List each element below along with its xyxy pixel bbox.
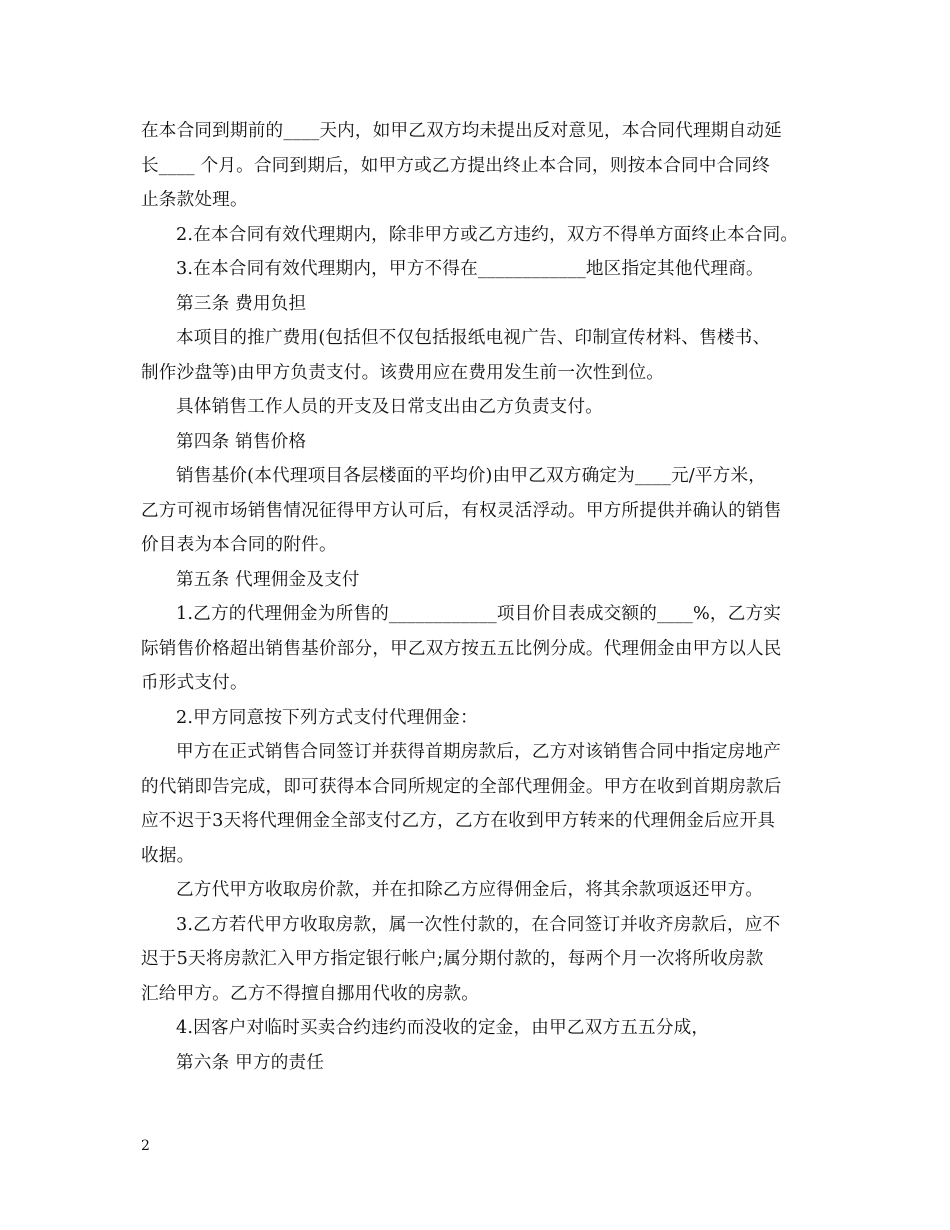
text-line: 的代销即告完成，即可获得本合同所规定的全部代理佣金。甲方在收到首期房款后: [141, 776, 782, 797]
text-line: 止条款处理。: [141, 190, 248, 210]
text-line: 在本合同到期前的____天内，如甲乙双方均未提出反对意见，本合同代理期自动延: [141, 121, 782, 141]
text-line: 乙方可视市场销售情况征得甲方认可后，有权灵活浮动。甲方所提供并确认的销售: [141, 500, 782, 521]
text-line: 价目表为本合同的附件。: [141, 535, 337, 555]
text-line: 长____ 个月。合同到期后，如甲方或乙方提出终止本合同，则按本合同中合同终: [141, 155, 770, 176]
text-line: 2.在本合同有效代理期内，除非甲方或乙方违约，双方不得单方面终止本合同。: [176, 224, 799, 245]
text-line: 币形式支付。: [141, 673, 248, 693]
text-line: 汇给甲方。乙方不得擅自挪用代收的房款。: [141, 983, 480, 1004]
text-line: 乙方代甲方收取房价款，并在扣除乙方应得佣金后，将其余款项返还甲方。: [176, 880, 764, 900]
text-line: 应不迟于3天将代理佣金全部支付乙方，乙方在收到甲方转来的代理佣金后应开具: [141, 811, 776, 831]
text-line: 1.乙方的代理佣金为所售的____________项目价目表成交额的____%，乙方实: [176, 604, 782, 624]
text-line: 第四条 销售价格: [176, 431, 307, 452]
text-line: 第六条 甲方的责任: [176, 1052, 325, 1073]
text-line: 甲方在正式销售合同签订并获得首期房款后，乙方对该销售合同中指定房地产: [176, 742, 781, 762]
text-line: 3.在本合同有效代理期内，甲方不得在____________地区指定其他代理商。: [176, 259, 764, 279]
text-line: 第三条 费用负担: [176, 293, 307, 314]
page-number: 2: [141, 1138, 150, 1154]
text-line: 制作沙盘等)由甲方负责支付。该费用应在费用发生前一次性到位。: [141, 362, 665, 383]
text-line: 际销售价格超出销售基价部分，甲乙双方按五五比例分成。代理佣金由甲方以人民: [141, 638, 782, 659]
text-line: 第五条 代理佣金及支付: [176, 569, 360, 590]
text-line: 本项目的推广费用(包括但不仅包括报纸电视广告、印制宣传材料、售楼书、: [176, 328, 771, 348]
text-line: 2.甲方同意按下列方式支付代理佣金：: [176, 707, 478, 728]
text-line: 3.乙方若代甲方收取房款，属一次性付款的，在合同签订并收齐房款后，应不: [176, 914, 781, 935]
text-line: 4.因客户对临时买卖合约违约而没收的定金，由甲乙双方五五分成，: [176, 1018, 710, 1038]
text-line: 迟于5天将房款汇入甲方指定银行帐户;属分期付款的，每两个月一次将所收房款: [141, 949, 764, 969]
text-line: 销售基价(本代理项目各层楼面的平均价)由甲乙双方确定为____元/平方米，: [176, 466, 767, 486]
text-line: 收据。: [141, 845, 195, 866]
text-line: 具体销售工作人员的开支及日常支出由乙方负责支付。: [176, 397, 604, 417]
document-body: [141, 114, 821, 1080]
